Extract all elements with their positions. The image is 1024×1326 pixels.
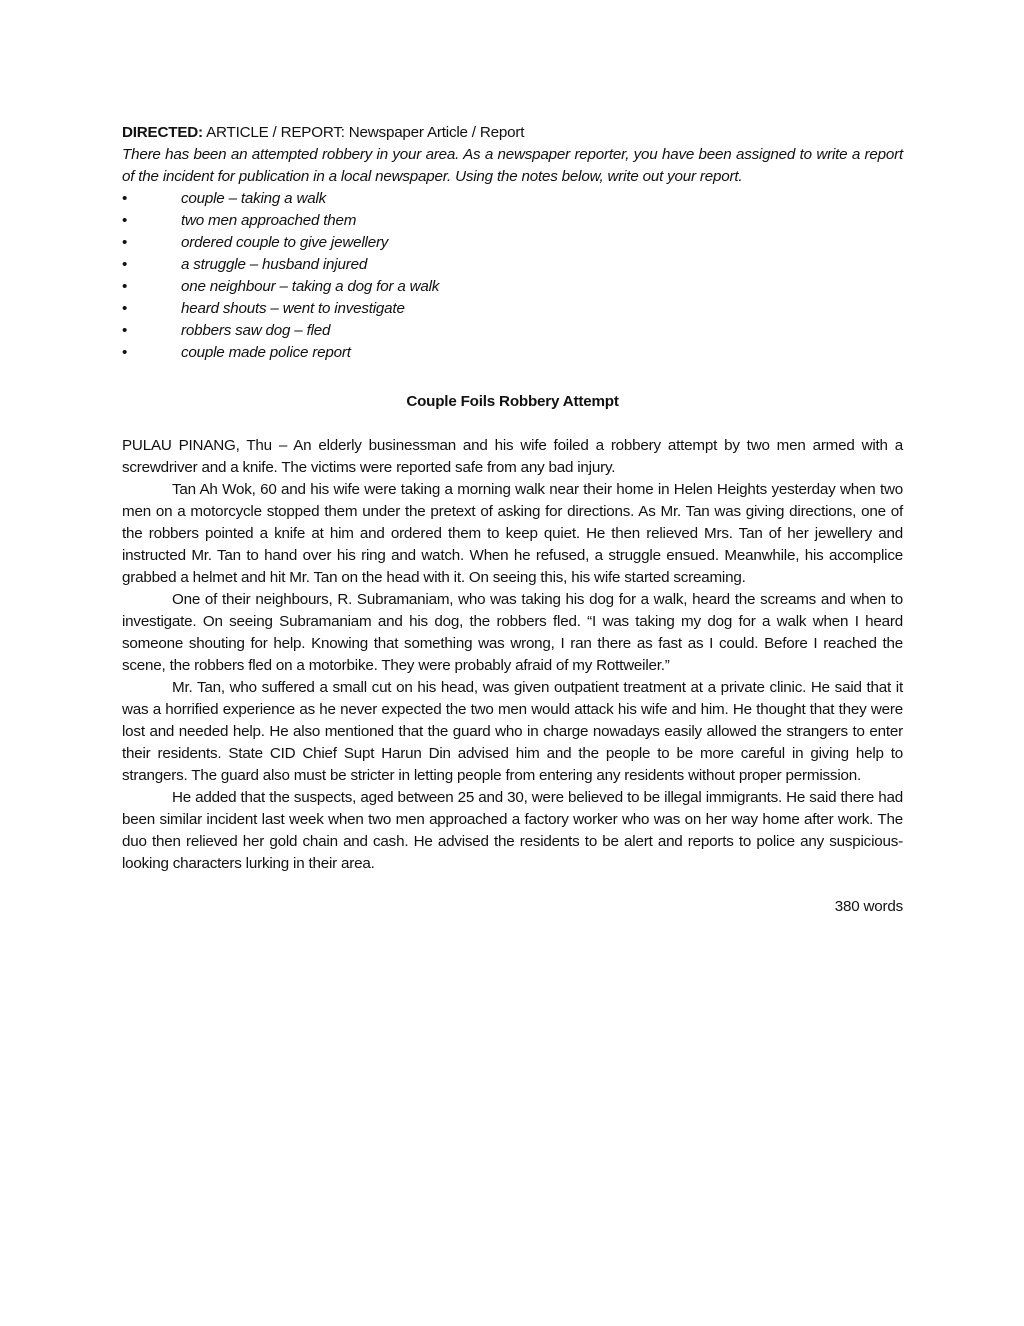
note-item <box>122 232 903 254</box>
task-type: ARTICLE / REPORT: Newspaper Article / Report <box>206 124 525 141</box>
task-instructions: There has been an attempted robbery in your area. As a newspaper reporter, you have been assigned to write a report of the incident for publication in a local newspaper. Using the notes below, write out your report. <box>122 146 903 185</box>
note-text: one neighbour – taking a dog for a walk <box>181 278 440 295</box>
note-item <box>122 188 903 210</box>
note-text: heard shouts – went to investigate <box>181 300 405 317</box>
report-paragraph: PULAU PINANG, Thu – An elderly businessman and his wife foiled a robbery attempt by two men armed with a screwdriver and a knife. The victims were reported safe from any bad injury. <box>122 437 903 476</box>
bullet-icon: • <box>122 278 128 295</box>
note-item <box>122 320 903 342</box>
bullet-icon: • <box>122 344 128 361</box>
bullet-icon: • <box>122 256 128 273</box>
note-item <box>122 254 903 276</box>
report-paragraph: He added that the suspects, aged between 25 and 30, were believed to be illegal immigrants. He said there had been similar incident last week when two men approached a factory worker who was on her way home after work. The duo then relieved her gold chain and cash. He advised the residents to be alert and reports to police any suspicious-looking characters lurking in their area. <box>122 789 903 872</box>
note-item <box>122 342 903 364</box>
note-item <box>122 298 903 320</box>
bullet-icon: • <box>122 300 128 317</box>
task-heading <box>122 122 903 144</box>
note-item <box>122 276 903 298</box>
bullet-icon: • <box>122 212 128 229</box>
note-text: robbers saw dog – fled <box>181 322 331 339</box>
note-text: two men approached them <box>181 212 357 229</box>
document-page <box>122 122 903 918</box>
note-text: couple – taking a walk <box>181 190 327 207</box>
word-count: 380 words <box>834 898 903 915</box>
bullet-icon: • <box>122 322 128 339</box>
note-text: ordered couple to give jewellery <box>181 234 389 251</box>
bullet-icon: • <box>122 234 128 251</box>
note-text: a struggle – husband injured <box>181 256 368 273</box>
task-label: DIRECTED: <box>122 124 203 141</box>
note-text: couple made police report <box>181 344 351 361</box>
report-paragraph: Tan Ah Wok, 60 and his wife were taking a morning walk near their home in Helen Heights yesterday when two men on a motorcycle stopped them under the pretext of asking for directions. As Mr. Tan was giving directions, one of the robbers pointed a knife at him and ordered them to keep quiet. He then relieved Mrs. Tan of her jewellery and instructed Mr. Tan to hand over his ring and watch. When he refused, a struggle ensued. Meanwhile, his accomplice grabbed a helmet and hit Mr. Tan on the head with it. On seeing this, his wife started screaming. <box>122 481 903 586</box>
report-paragraph: Mr. Tan, who suffered a small cut on his head, was given outpatient treatment at a private clinic. He said that it was a horrified experience as he never expected the two men would attack his wife and him. He thought that they were lost and needed help. He also mentioned that the guard who in charge nowadays easily allowed the strangers to enter their residents. State CID Chief Supt Harun Din advised him and the people to be more careful in giving help to strangers. The guard also must be stricter in letting people from entering any residents without proper permission. <box>122 679 903 784</box>
bullet-icon: • <box>122 190 128 207</box>
notes-list <box>122 188 903 364</box>
note-item <box>122 210 903 232</box>
report-title: Couple Foils Robbery Attempt <box>406 393 619 410</box>
report-paragraph: One of their neighbours, R. Subramaniam, who was taking his dog for a walk, heard the screams and when to investigate. On seeing Subramaniam and his dog, the robbers fled. “I was taking my dog for a walk when I heard someone shouting for help. Knowing that something was wrong, I ran there as fast as I could. Before I reached the scene, the robbers fled on a motorbike. They were probably afraid of my Rottweiler.” <box>122 591 903 674</box>
